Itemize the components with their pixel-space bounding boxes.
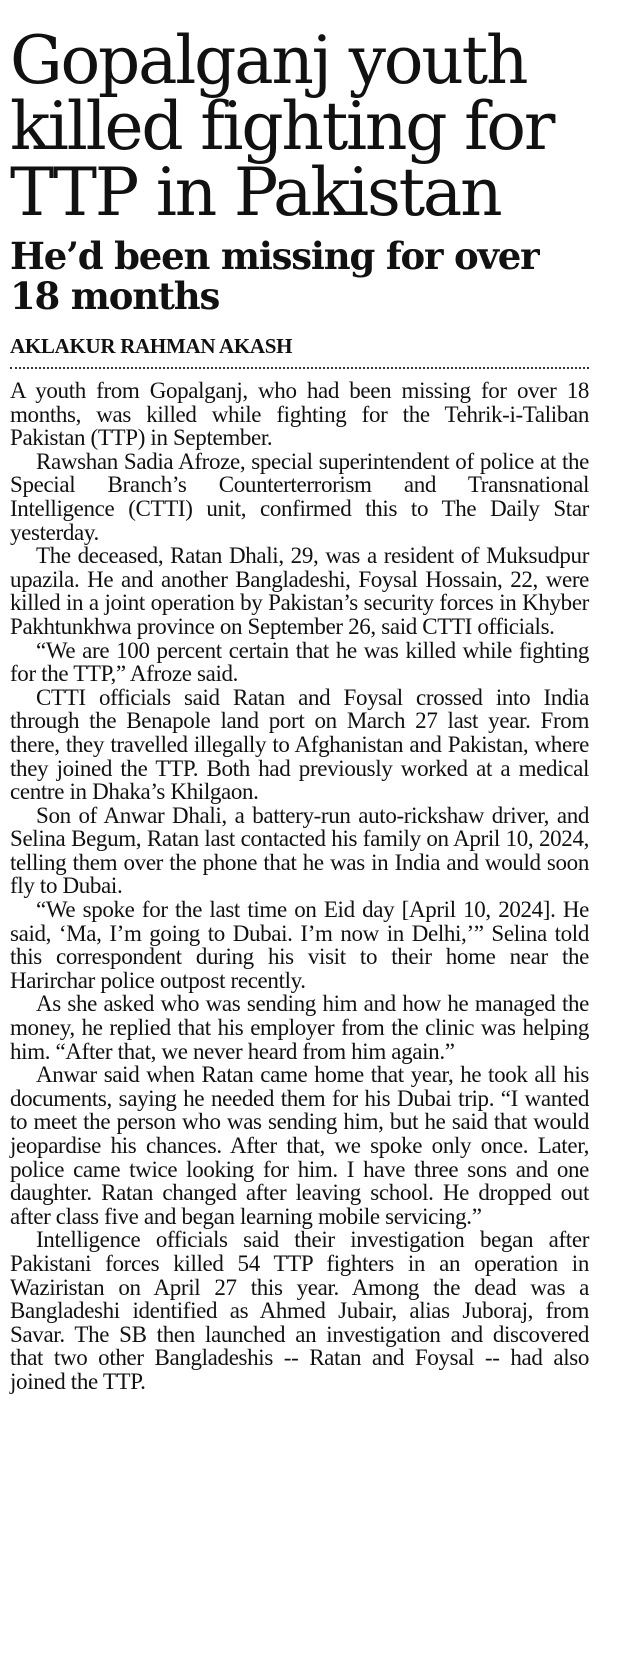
subheadline: He’d been missing for over 18 months	[10, 234, 539, 318]
article-body	[10, 379, 589, 1394]
paragraph: Rawshan Sadia Afroze, special superintendent of police at the Special Branch’s Counterterrorism and Transnational Intelligence (CTTI) unit, confirmed this to The Daily Star yesterday.	[10, 448, 589, 545]
paragraph: Intelligence officials said their investigation began after Pakistani forces killed 54 TTP fighters in an operation in Waziristan on April 27 this year. Among the dead was a Bangladeshi identified as Ahmed Jubair, alias Juboraj, from Savar. The SB then launched an investigation and discovered that two other Bangladeshis -- Ratan and Foysal -- had also joined the TTP.	[10, 1227, 589, 1394]
paragraph: CTTI officials said Ratan and Foysal crossed into India through the Benapole land port on March 27 last year. From there, they travelled illegally to Afghanistan and Pakistan, where they joined the TTP. Both had previously worked at a medical centre in Dhaka’s Khilgaon.	[10, 684, 589, 805]
byline: AKLAKUR RAHMAN AKASH	[10, 334, 589, 369]
paragraph: The deceased, Ratan Dhali, 29, was a resident of Muksudpur upazila. He and another Bangladeshi, Foysal Hossain, 22, were killed in a joint operation by Pakistan’s security forces in Khyber Pakhtunkhwa province on September 26, said CTTI officials.	[10, 543, 589, 639]
paragraph: “We are 100 percent certain that he was killed while fighting for the TTP,” Afroze said.	[10, 637, 589, 687]
paragraph: As she asked who was sending him and how he managed the money, he replied that his employer from the clinic was helping him. “After that, we never heard from him again.”	[10, 991, 589, 1064]
paragraph: Anwar said when Ratan came home that year, he took all his documents, saying he needed them for his Dubai trip. “I wanted to meet the person who was sending him, but he said that would jeopardise his chances. After that, we spoke only once. Later, police came twice looking for him. I have three sons and one daughter. Ratan changed after leaving school. He dropped out after class five and began learning mobile servicing.”	[10, 1062, 589, 1229]
paragraph: “We spoke for the last time on Eid day [April 10, 2024]. He said, ‘Ma, I’m going to Dubai. I’m now in Delhi,’” Selina told this correspondent during his visit to their home near the Harirchar police outpost recently.	[10, 897, 589, 993]
paragraph: Son of Anwar Dhali, a battery-run auto-rickshaw driver, and Selina Begum, Ratan last contacted his family on April 10, 2024, telling them over the phone that he was in India and would soon fly to Dubai.	[10, 802, 589, 899]
paragraph: A youth from Gopalganj, who had been missing for over 18 months, was killed while fighting for the Tehrik-i-Taliban Pakistan (TTP) in September.	[10, 378, 589, 451]
headline: Gopalganj youth killed fighting for TTP in Pakistan	[10, 22, 554, 231]
